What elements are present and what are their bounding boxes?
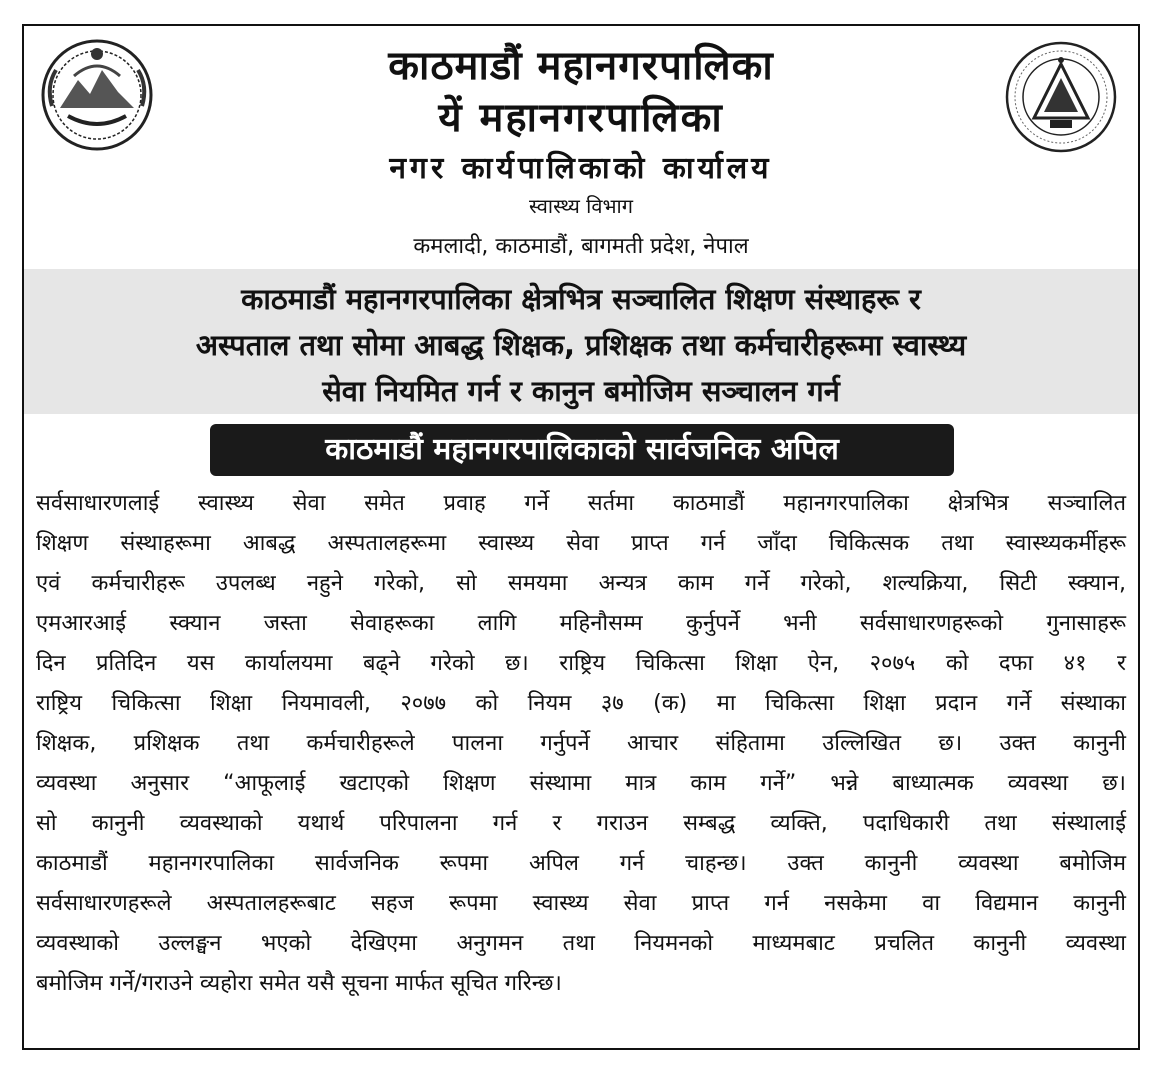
body-line: शिक्षक, प्रशिक्षक तथा कर्मचारीहरूले पालना गर्नुपर्ने आचार संहितामा उल्लिखित छ। उक्त कानुनी xyxy=(36,731,1126,756)
body-line: एवं कर्मचारीहरू उपलब्ध नहुने गरेको, सो समयमा अन्यत्र काम गर्ने गरेको, शल्यक्रिया, सिटी स्क्यान, xyxy=(36,571,1126,596)
body-line: शिक्षण संस्थाहरूमा आबद्ध अस्पतालहरूमा स्वास्थ्य सेवा प्राप्त गर्न जाँदा चिकित्सक तथा स्वास्थ्यकर्मीहरू xyxy=(36,531,1126,556)
body-line: राष्ट्रिय चिकित्सा शिक्षा नियमावली, २०७७ को नियम ३७ (क) मा चिकित्सा शिक्षा प्रदान गर्ने संस्थाका xyxy=(36,691,1126,716)
appeal-banner: काठमाडौं महानगरपालिकाको सार्वजनिक अपिल xyxy=(210,424,954,476)
notice-body xyxy=(36,484,1126,1004)
kathmandu-seal-icon xyxy=(1002,38,1120,156)
body-line: सो कानुनी व्यवस्थाको यथार्थ परिपालना गर्न र गराउन सम्बद्ध व्यक्ति, पदाधिकारी तथा संस्थालाई xyxy=(36,811,1126,836)
office-address: कमलादी, काठमाडौं, बागमती प्रदेश, नेपाल xyxy=(413,234,749,259)
office-name: नगर कार्यपालिकाको कार्यालय xyxy=(389,151,773,186)
office-title-script: यें महानगरपालिका xyxy=(438,94,724,141)
notice-frame xyxy=(22,24,1140,1050)
subject-line: काठमाडौं महानगरपालिका क्षेत्रभित्र सञ्चालित शिक्षण संस्थाहरू र xyxy=(241,282,921,316)
office-title: काठमाडौं महानगरपालिका xyxy=(388,43,774,89)
body-line: दिन प्रतिदिन यस कार्यालयमा बढ्ने गरेको छ। राष्ट्रिय चिकित्सा शिक्षा ऐन, २०७५ को दफा ४१ र xyxy=(36,651,1126,676)
body-line: बमोजिम गर्ने/गराउने व्यहोरा समेत यसै सूचना मार्फत सूचित गरिन्छ। xyxy=(36,971,562,996)
subject-line: सेवा नियमित गर्न र कानुन बमोजिम सञ्चालन गर्न xyxy=(322,374,840,408)
body-line: एमआरआई स्क्यान जस्ता सेवाहरूका लागि महिनौसम्म कुर्नुपर्ने भनी सर्वसाधारणहरूको गुनासाहरू xyxy=(36,611,1126,636)
subject-line: अस्पताल तथा सोमा आबद्ध शिक्षक, प्रशिक्षक तथा कर्मचारीहरूमा स्वास्थ्य xyxy=(195,328,967,362)
body-line: सर्वसाधारणलाई स्वास्थ्य सेवा समेत प्रवाह गर्ने सर्तमा काठमाडौं महानगरपालिका क्षेत्रभित्र सञ्चालित xyxy=(36,491,1126,516)
body-line: व्यवस्था अनुसार “आफूलाई खटाएको शिक्षण संस्थामा मात्र काम गर्ने” भन्ने बाध्यात्मक व्यवस्था छ। xyxy=(36,771,1126,796)
body-line: काठमाडौं महानगरपालिका सार्वजनिक रूपमा अपिल गर्न चाहन्छ। उक्त कानुनी व्यवस्था बमोजिम xyxy=(36,851,1126,876)
department-name: स्वास्थ्य विभाग xyxy=(529,194,633,218)
nepal-emblem-icon xyxy=(38,36,156,154)
subject-heading xyxy=(40,276,1122,414)
body-line: व्यवस्थाको उल्लङ्घन भएको देखिएमा अनुगमन तथा नियमनको माध्यमबाट प्रचलित कानुनी व्यवस्था xyxy=(36,931,1126,956)
body-line: सर्वसाधारणहरूले अस्पतालहरूबाट सहज रूपमा स्वास्थ्य सेवा प्राप्त गर्न नसकेमा वा विद्यमान कानुनी xyxy=(36,891,1126,916)
